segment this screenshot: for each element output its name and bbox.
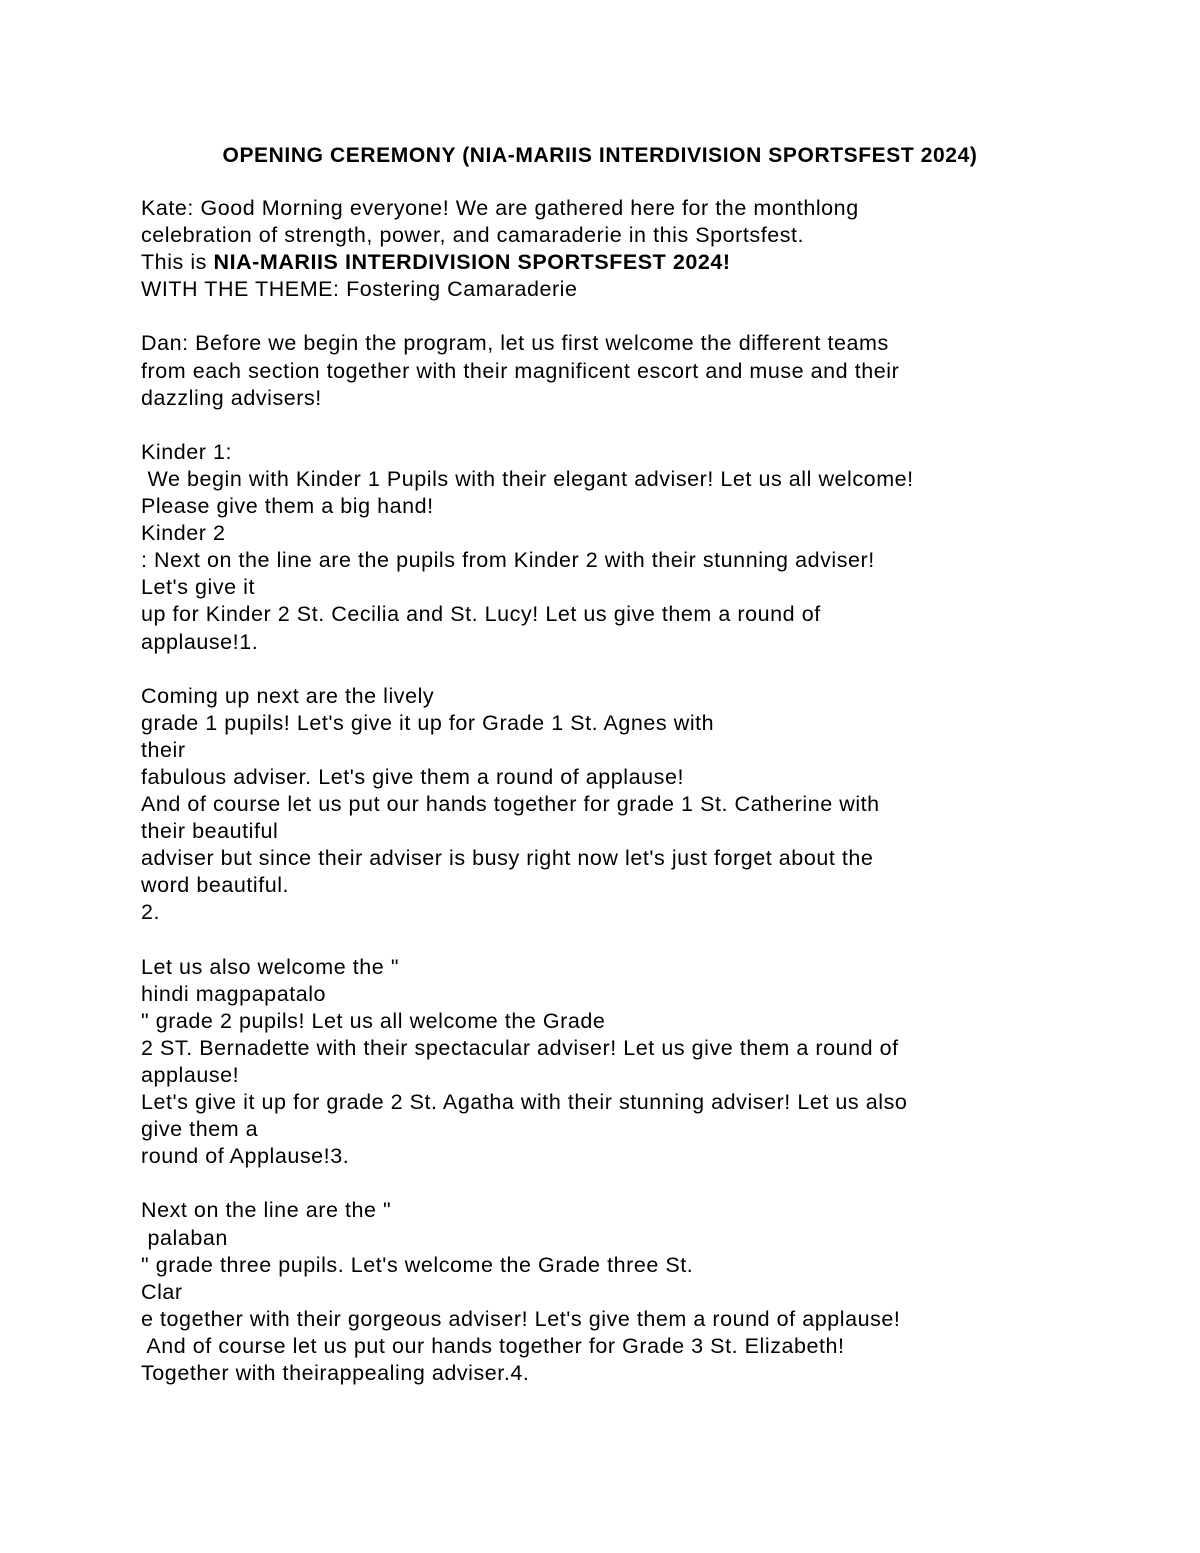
grade3-line: Clar	[141, 1279, 183, 1304]
kinder-line: applause!1.	[141, 629, 259, 654]
grade1-line: Coming up next are the lively	[141, 683, 435, 708]
grade3-line: palaban	[141, 1225, 228, 1250]
spacer	[141, 656, 1081, 683]
spacer	[141, 412, 1081, 439]
grade2-line: Let us also welcome the "	[141, 954, 400, 979]
kate-line-2: celebration of strength, power, and camaraderie in this Sportsfest.	[141, 223, 805, 248]
grade3-line: Together with theirappealing adviser.4.	[141, 1361, 530, 1386]
spacer	[141, 1170, 1081, 1197]
grade2-line: applause!	[141, 1063, 240, 1087]
kinder-line: Kinder 1:	[141, 439, 233, 464]
kinder-line: We begin with Kinder 1 Pupils with their elegant adviser! Let us all welcome!	[141, 466, 914, 491]
kinder-line: Let's give it	[141, 575, 256, 600]
event-name: NIA-MARIIS INTERDIVISION SPORTSFEST 2024!	[213, 250, 731, 275]
grade1-line: And of course let us put our hands together for grade 1 St. Catherine with	[141, 792, 880, 817]
document-title: OPENING CEREMONY (NIA-MARIIS INTERDIVISION SPORTSFEST 2024)	[222, 144, 978, 167]
grade1-line: adviser but since their adviser is busy right now let's just forget about the	[141, 846, 874, 871]
grade1-line: 2.	[141, 900, 161, 925]
spacer	[141, 927, 1081, 954]
grade2-line: hindi magpapatalo	[141, 981, 327, 1006]
grade2-line: round of Applause!3.	[141, 1144, 350, 1169]
grade2-line: give them a	[141, 1117, 259, 1142]
grade2-line: " grade 2 pupils! Let us all welcome the Grade	[141, 1008, 606, 1033]
event-name-line	[141, 249, 1081, 276]
kinder-line: Kinder 2	[141, 521, 226, 546]
grade1-line: fabulous adviser. Let's give them a round of applause!	[141, 764, 684, 789]
dan-line-1: Dan: Before we begin the program, let us first welcome the different teams	[141, 331, 889, 356]
grade1-line: their beautiful	[141, 819, 279, 844]
grade1-line: word beautiful.	[141, 873, 290, 898]
theme-line: WITH THE THEME: Fostering Camaraderie	[141, 277, 578, 302]
grade1-line: their	[141, 737, 186, 762]
grade2-line: 2 ST. Bernadette with their spectacular adviser! Let us give them a round of	[141, 1035, 899, 1060]
this-is-prefix: This is	[141, 250, 214, 275]
grade1-line: grade 1 pupils! Let's give it up for Grade 1 St. Agnes with	[141, 710, 715, 735]
grade3-line: And of course let us put our hands together for Grade 3 St. Elizabeth!	[141, 1333, 845, 1358]
kinder-line: up for Kinder 2 St. Cecilia and St. Lucy! Let us give them a round of	[141, 602, 821, 627]
kate-line-1: Kate: Good Morning everyone! We are gathered here for the monthlong	[141, 196, 859, 220]
dan-line-2: from each section together with their magnificent escort and muse and their	[141, 358, 900, 383]
kinder-line: Please give them a big hand!	[141, 494, 434, 519]
dan-line-3: dazzling advisers!	[141, 385, 322, 410]
spacer	[141, 303, 1081, 330]
document-body	[141, 195, 1081, 1387]
grade2-line: Let's give it up for grade 2 St. Agatha with their stunning adviser! Let us also	[141, 1090, 908, 1115]
kinder-line: : Next on the line are the pupils from Kinder 2 with their stunning adviser!	[141, 548, 875, 573]
grade3-line: e together with their gorgeous adviser! Let's give them a round of applause!	[141, 1306, 901, 1331]
grade3-line: " grade three pupils. Let's welcome the Grade three St.	[141, 1252, 694, 1277]
grade3-line: Next on the line are the "	[141, 1198, 392, 1223]
